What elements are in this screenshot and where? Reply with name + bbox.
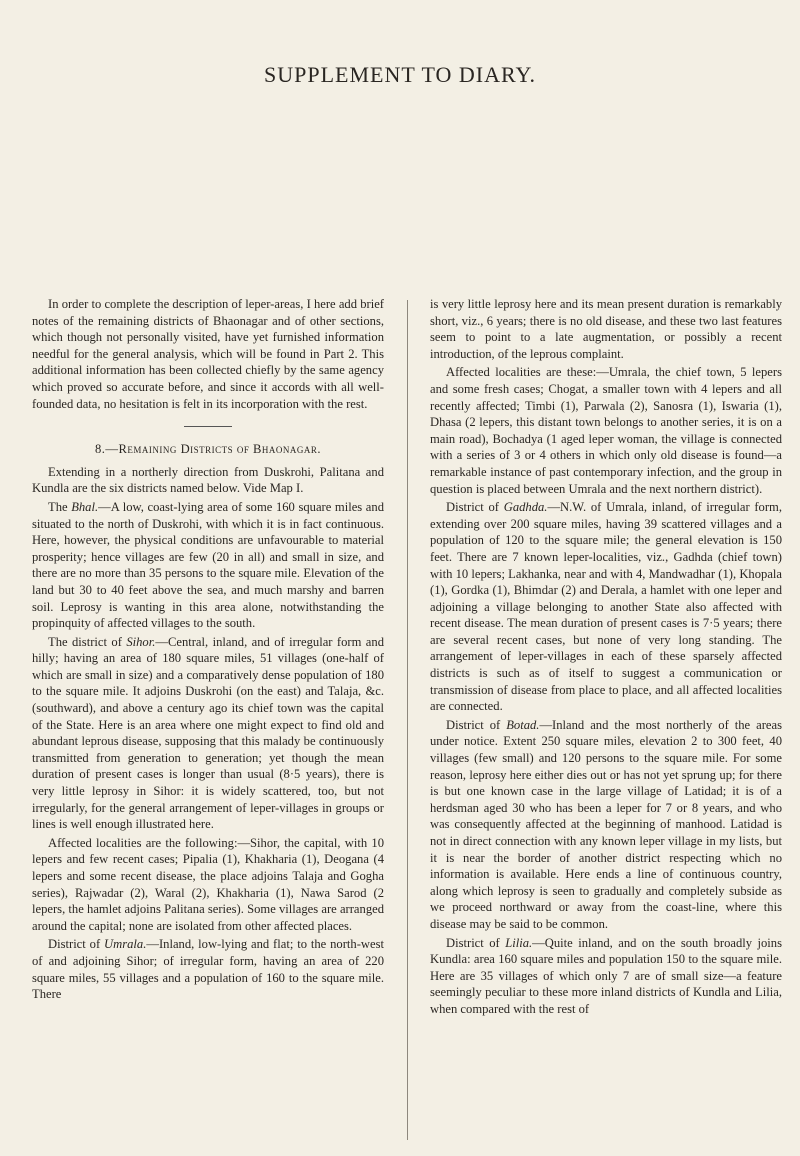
page-title: SUPPLEMENT TO DIARY.	[263, 62, 537, 87]
lilia-paragraph	[430, 935, 782, 1018]
lilia-text: —Quite inland, and on the south broadly joins Kundla: area 160 square miles and population 150 to the square mile. Here are 35 villages of which only 7 are of small size—a feature seemingly peculiar to these more inland districts of Kundla and Lilia, when compared with the rest of	[430, 935, 782, 1016]
umrala-affected-paragraph: Affected localities are these:—Umrala, the chief town, 5 lepers and some fresh cases; Chogat, a smaller town with 4 lepers and all recently affected; Timbi (1), Parwala (2), Sanosra (1), Iswaria (1), Dhasa (2 lepers, this distant town belongs to another series, it is on a main road), Bochadya (1 aged leper woman, the village is connected with a series of 3 or 4 others in which only old disease is found—a remarkable instance of past contemporary infection, and the group in question is placed between Umrala and the next northern district).	[430, 365, 782, 496]
gadhda-name: Gadhda.	[503, 500, 548, 515]
sihor-text: —Central, inland, and of irregular form and hilly; having an area of 180 square miles, 51 villages (one-half of which are small in size) and a comparatively dense population of 180 to the square mile. It adjoins Duskrohi (on the east) and Talaja, &c. (southward), and above a century ago its chief town was the capital of the State. Here is an area where one might expect to find old and abundant leprous disease, supposing that this malady be continuously transmitted from generation to generation; yet though the mean duration of present cases is longer than usual (8·5 years), there is very little leprosy in Sihor: it is widely scattered, too, but not irregularly, for the general arrangement of leper-villages in groups or lines is well enough illustrated here.	[32, 634, 384, 832]
umrala-paragraph	[32, 936, 384, 1002]
sihor-paragraph	[32, 634, 384, 833]
lilia-lead: District of	[446, 935, 506, 950]
umrala-lead: District of	[48, 937, 105, 952]
continuation-paragraph: is very little leprosy here and its mean present duration is remarkably short, viz., 6 years; there is no old disease, and these two last features seem to point to a late augmentation, or possibly a recent introduction, of the leprous complaint.	[430, 297, 782, 361]
botad-paragraph	[430, 717, 782, 933]
column-divider	[407, 300, 408, 1140]
botad-lead: District of	[446, 717, 507, 732]
districts-paragraph: Extending in a northerly direction from Duskrohi, Palitana and Kundla are the six districts named below. Vide Map I.	[32, 464, 384, 496]
section-heading: 8.—Remaining Districts of Bhaonagar.	[94, 442, 322, 457]
right-column	[430, 296, 782, 1020]
botad-text: —Inland and the most northerly of the areas under notice. Extent 250 square miles, elevation 2 to 300 feet, 40 villages (few small) and 120 persons to the square mile. For some reason, leprosy here either dies out or has not yet sprung up; for there is but one known case in the large village of Latidad; it is of a herdsman aged 30 who has been a leper for 7 or 8 years, and who was consequently affected at the beginning of manhood. Latidad is not in direct connection with any known leper village in my lists, but it is near the border of another district respecting which no information is available. Here ends a line of continuous country, along which leprosy is seen to gradually and completely subside as we proceed northward or away from the coast-line, where this disease may be said to be common.	[430, 717, 782, 931]
sihor-lead: The district of	[48, 634, 127, 649]
sihor-name: Sihor.	[126, 634, 156, 649]
section-rule	[184, 426, 232, 427]
umrala-name: Umrala.	[104, 937, 147, 952]
gadhda-paragraph	[430, 499, 782, 715]
botad-name: Botad.	[506, 717, 540, 732]
intro-paragraph: In order to complete the description of leper-areas, I here add brief notes of the remaining districts of Bhaonagar and of other sections, which though not personally visited, have yet furnished information needful for the general analysis, which will be found in Part 2. This additional information has been collected chiefly by the same agency which proved so accurate before, and since it accords with all well-founded data, no hesitation is felt in its incorporation with the rest.	[32, 297, 384, 411]
bhal-text: —A low, coast-lying area of some 160 square miles and situated to the north of Duskrohi, with which it is in fact continuous. Here, however, the physical conditions are unfavourable to material prosperity; hence villages are few (20 in all) and small in size, and there are no more than 35 persons to the square mile. Elevation of the land but 30 to 40 feet above the sea, and much marshy and barren soil. Leprosy is wanting in this area alone, notwithstanding the propinquity of affected villages to the south.	[32, 499, 384, 631]
lilia-name: Lilia.	[505, 935, 533, 950]
bhal-paragraph: The Bhal.—A low, coast-lying area of some 160 square miles and situated to the north of Duskrohi, with which it is in fact continuous. Here, however, the physical conditions are unfavourable to material prosperity; hence villages are few (20 in all) and small in size, and there are no more than 35 persons to the square mile. Elevation of the land but 30 to 40 feet above the sea, and much marshy and barren soil. Leprosy is wanting in this area alone, notwithstanding the propinquity of affected villages to the south.	[32, 499, 384, 631]
left-column	[32, 296, 384, 1005]
bhal-name: Bhal.	[71, 499, 99, 514]
gadhda-lead: District of	[446, 500, 504, 515]
gadhda-text: —N.W. of Umrala, inland, of irregular form, extending over 200 square miles, having 39 scattered villages and a population of 120 to the square mile; the general elevation is 150 feet. There are 7 known leper-localities, viz., Gadhda (chief town) with 10 lepers; Lakhanka, near and with 4, Mandwadhar (1), Khopala (1), Gordka (1), Bhimdar (2) and Derala, a hamlet with one leper and adjoining a village belonging to another State also affected with recent disease. The mean duration of present cases is 7·5 years; there are several recent cases, but none of very long standing. The arrangement of leper-villages in each of these sparsely affected districts is such as of itself to suggest a communication or transmission of disease from place to place, and all affected localities are connected.	[430, 500, 782, 714]
umrala-text: —Inland, low-lying and flat; to the north-west of and adjoining Sihor; of irregular form, having an area of 220 square miles, 55 villages and a population of 160 to the square mile. There	[32, 937, 384, 1002]
sihor-affected-paragraph: Affected localities are the following:—Sihor, the capital, with 10 lepers and few recent cases; Pipalia (1), Khakharia (1), Deogana (4 lepers and some recent disease, the place adjoins Talaja and Gogha series), Rajwadar (2), Waral (2), Khakharia (1), Nawa Sarod (2 lepers, the hamlet adjoins Palitana series). Some villages are arranged around the capital; none are isolated from other affected places.	[32, 835, 384, 933]
